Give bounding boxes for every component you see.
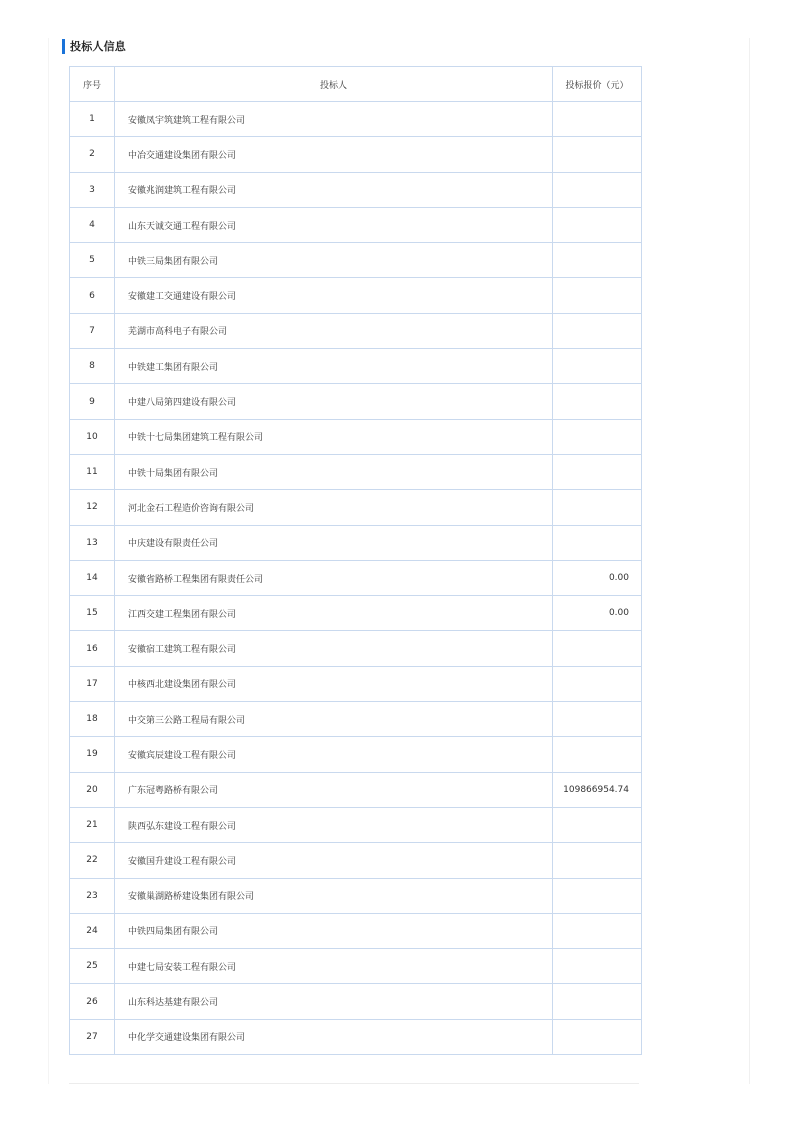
row-index: 21 [70,807,115,842]
row-bid-price [553,807,642,842]
table-row [70,384,642,419]
row-bid-price [553,843,642,878]
table-row [70,807,642,842]
table-row [70,313,642,348]
bidder-table [69,66,642,1055]
table-row [70,702,642,737]
row-bidder-name: 河北金石工程造价咨询有限公司 [115,490,553,525]
table-row [70,984,642,1019]
row-bidder-name: 中铁十七局集团建筑工程有限公司 [115,419,553,454]
row-bidder-name: 中化学交通建设集团有限公司 [115,1019,553,1054]
table-row [70,349,642,384]
row-bidder-name: 江西交建工程集团有限公司 [115,596,553,631]
row-index: 6 [70,278,115,313]
table-row [70,243,642,278]
row-bid-price [553,702,642,737]
row-bidder-name: 安徽宾辰建设工程有限公司 [115,737,553,772]
table-header-row [70,67,642,102]
row-index: 19 [70,737,115,772]
row-bidder-name: 中建八局第四建设有限公司 [115,384,553,419]
table-row [70,278,642,313]
table-row [70,454,642,489]
row-bid-price [553,490,642,525]
row-bidder-name: 中铁建工集团有限公司 [115,349,553,384]
row-bidder-name: 安徽建工交通建设有限公司 [115,278,553,313]
row-bidder-name: 中铁三局集团有限公司 [115,243,553,278]
bottom-divider [69,1083,639,1084]
row-index: 15 [70,596,115,631]
row-bidder-name: 中核西北建设集团有限公司 [115,666,553,701]
table-row [70,102,642,137]
row-index: 11 [70,454,115,489]
row-bid-price [553,878,642,913]
row-bidder-name: 安徽巢湖路桥建设集团有限公司 [115,878,553,913]
row-index: 22 [70,843,115,878]
row-index: 27 [70,1019,115,1054]
table-row [70,1019,642,1054]
row-index: 7 [70,313,115,348]
row-bidder-name: 陕西弘东建设工程有限公司 [115,807,553,842]
row-index: 10 [70,419,115,454]
row-bidder-name: 芜湖市高科电子有限公司 [115,313,553,348]
row-bid-price [553,525,642,560]
table-row [70,207,642,242]
table-row [70,666,642,701]
table-row [70,949,642,984]
row-index: 8 [70,349,115,384]
row-bid-price [553,454,642,489]
row-bid-price [553,419,642,454]
table-row [70,843,642,878]
table-row [70,631,642,666]
row-bid-price [553,631,642,666]
section-title: 投标人信息 [70,40,126,53]
table-row [70,419,642,454]
row-bid-price [553,1019,642,1054]
row-index: 13 [70,525,115,560]
row-bidder-name: 安徽凤宇筑建筑工程有限公司 [115,102,553,137]
row-bidder-name: 中建七局安装工程有限公司 [115,949,553,984]
row-bid-price [553,137,642,172]
row-bidder-name: 安徽宿工建筑工程有限公司 [115,631,553,666]
row-bid-price [553,384,642,419]
section-accent-bar [62,39,65,54]
table-row [70,913,642,948]
row-index: 17 [70,666,115,701]
row-index: 23 [70,878,115,913]
table-row [70,525,642,560]
row-index: 5 [70,243,115,278]
row-bid-price [553,172,642,207]
row-bidder-name: 中冶交通建设集团有限公司 [115,137,553,172]
table-row [70,772,642,807]
row-bid-price: 109866954.74 [553,772,642,807]
row-index: 25 [70,949,115,984]
row-bid-price [553,313,642,348]
row-index: 4 [70,207,115,242]
row-bid-price: 0.00 [553,596,642,631]
row-bid-price [553,984,642,1019]
row-bidder-name: 山东科达基建有限公司 [115,984,553,1019]
row-bidder-name: 中交第三公路工程局有限公司 [115,702,553,737]
row-bid-price [553,666,642,701]
table-row [70,490,642,525]
table-row [70,172,642,207]
row-index: 9 [70,384,115,419]
row-bid-price [553,913,642,948]
row-bid-price [553,737,642,772]
row-index: 26 [70,984,115,1019]
row-bid-price [553,278,642,313]
row-bid-price [553,243,642,278]
row-bidder-name: 广东冠粤路桥有限公司 [115,772,553,807]
row-index: 12 [70,490,115,525]
row-bidder-name: 中铁四局集团有限公司 [115,913,553,948]
row-bidder-name: 中庆建设有限责任公司 [115,525,553,560]
row-index: 18 [70,702,115,737]
header-bidder: 投标人 [115,67,553,102]
row-bidder-name: 中铁十局集团有限公司 [115,454,553,489]
row-bidder-name: 山东天诚交通工程有限公司 [115,207,553,242]
row-bidder-name: 安徽省路桥工程集团有限责任公司 [115,560,553,595]
row-bid-price [553,102,642,137]
header-index: 序号 [70,67,115,102]
row-bid-price [553,349,642,384]
row-index: 3 [70,172,115,207]
row-bid-price: 0.00 [553,560,642,595]
row-index: 1 [70,102,115,137]
row-bid-price [553,949,642,984]
table-row [70,137,642,172]
table-row [70,596,642,631]
row-index: 20 [70,772,115,807]
row-index: 16 [70,631,115,666]
row-index: 24 [70,913,115,948]
section-header [62,38,126,54]
table-row [70,737,642,772]
row-bid-price [553,207,642,242]
row-index: 2 [70,137,115,172]
row-bidder-name: 安徽兆润建筑工程有限公司 [115,172,553,207]
row-index: 14 [70,560,115,595]
row-bidder-name: 安徽国升建设工程有限公司 [115,843,553,878]
table-row [70,560,642,595]
table-row [70,878,642,913]
header-price: 投标报价（元） [553,67,642,102]
